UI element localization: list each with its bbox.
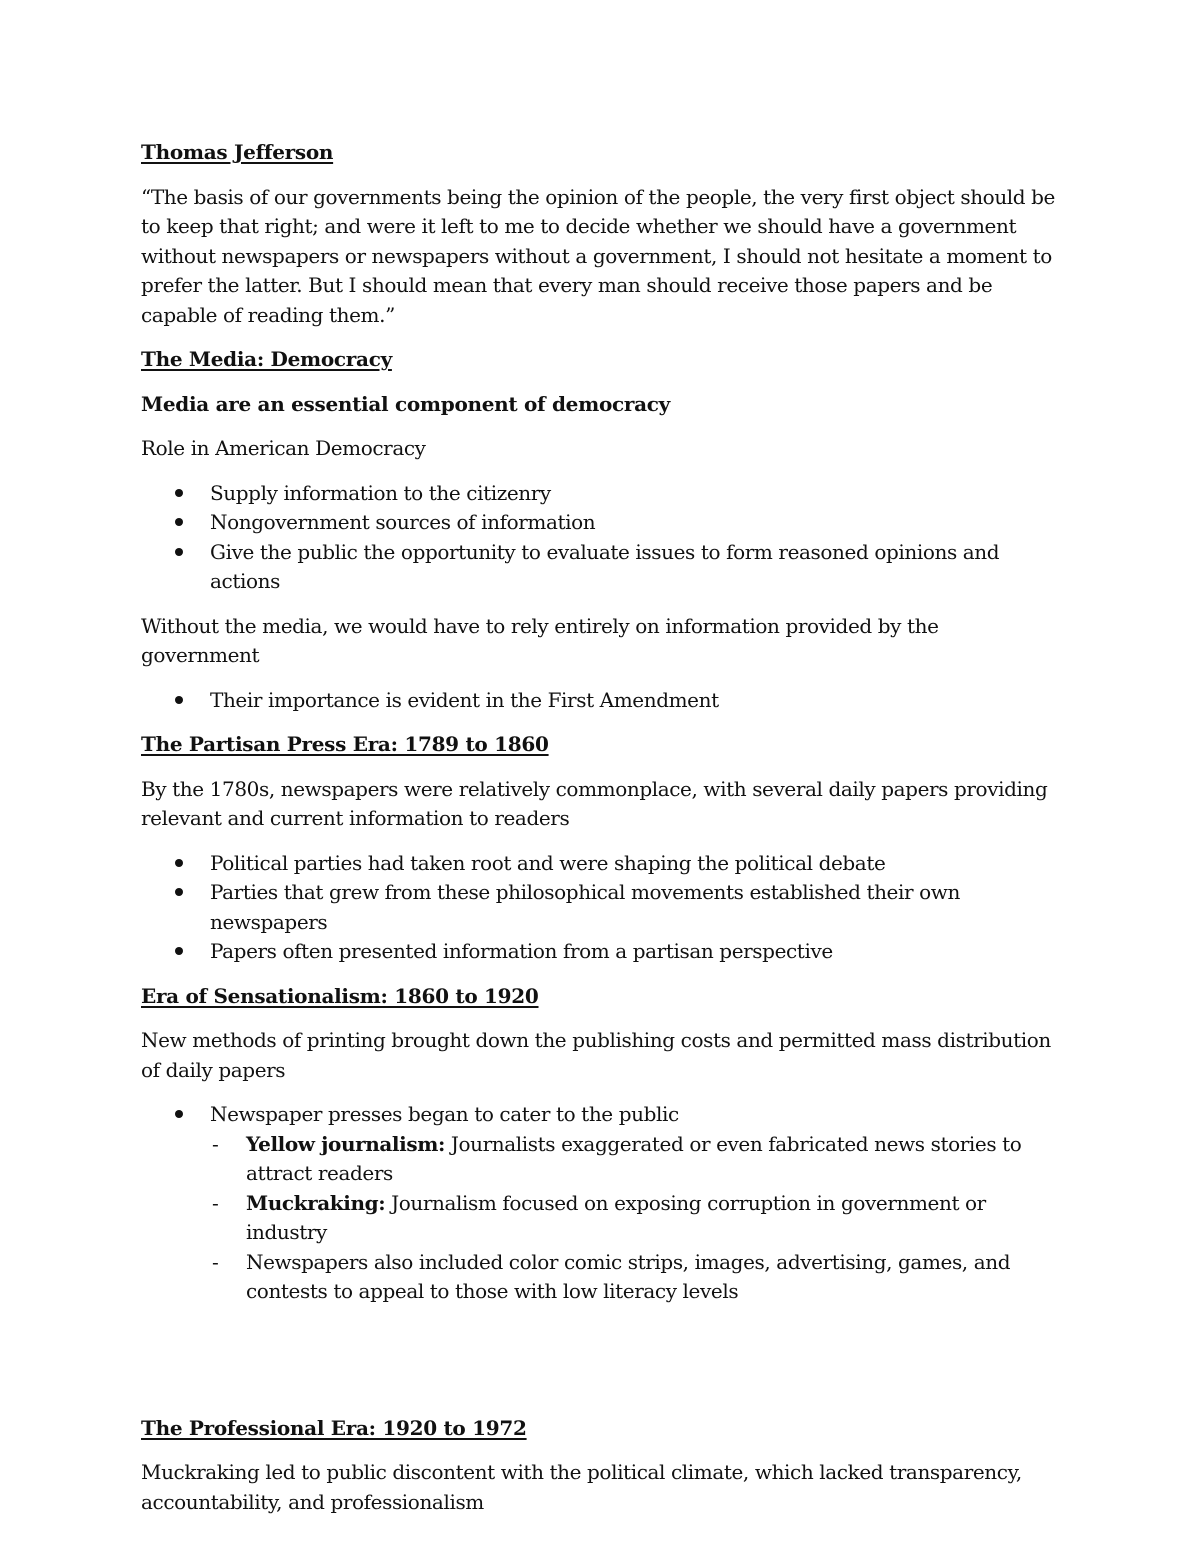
list-item-text: Papers often presented information from a partisan perspective (210, 939, 833, 963)
list-item-text: Newspaper presses began to cater to the public (210, 1102, 679, 1126)
sensationalism-sub-list (210, 1130, 1061, 1307)
sensationalism-intro: New methods of printing brought down the publishing costs and permitted mass distribution of daily papers (141, 1028, 1051, 1082)
sub-list-item (210, 1248, 1061, 1307)
term-muckraking: Muckraking: (246, 1190, 386, 1215)
without-media-paragraph: Without the media, we would have to rely entirely on information provided by the government (141, 613, 939, 667)
document-page (141, 138, 1061, 1532)
media-democracy-subheading: Media are an essential component of democracy (141, 391, 670, 416)
list-item (141, 538, 1061, 597)
term-yellow-journalism: Yellow journalism: (246, 1131, 445, 1156)
bullet-icon (175, 859, 183, 867)
sensationalism-list (141, 1100, 1061, 1307)
list-item (141, 508, 1061, 538)
dash-marker: - (212, 1131, 219, 1156)
list-item (141, 878, 1061, 937)
professional-era-intro: Muckraking led to public discontent with the political climate, which lacked transparency, accountability, and professionalism (141, 1460, 1022, 1514)
sub-list-item (210, 1189, 1061, 1248)
list-item (141, 479, 1061, 509)
list-item (141, 937, 1061, 967)
sub-list-item (210, 1130, 1061, 1189)
bullet-icon (175, 947, 183, 955)
list-item-text: Political parties had taken root and were shaping the political debate (210, 850, 886, 875)
list-item (141, 849, 1061, 879)
dash-marker: - (212, 1190, 219, 1215)
roles-list (141, 479, 1061, 597)
section-heading-media-democracy: The Media: Democracy (141, 347, 392, 371)
bullet-icon (175, 888, 183, 896)
term-definition: Journalism focused on exposing corruption in government or industry (246, 1190, 986, 1244)
list-item-text: Parties that grew from these philosophical movements established their own newspapers (210, 880, 960, 934)
term-definition: Journalists exaggerated or even fabricated news stories to attract readers (246, 1131, 1022, 1185)
bullet-icon (175, 548, 183, 556)
section-heading-partisan-press: The Partisan Press Era: 1789 to 1860 (141, 732, 549, 756)
sub-list-text: Newspapers also included color comic strips, images, advertising, games, and contests to appeal to those with low literacy levels (246, 1249, 1011, 1303)
section-heading-thomas-jefferson: Thomas Jefferson (141, 140, 334, 164)
blank-space (141, 1322, 1061, 1414)
partisan-press-list (141, 849, 1061, 967)
list-item (141, 1100, 1061, 1307)
section-heading-sensationalism: Era of Sensationalism: 1860 to 1920 (141, 983, 539, 1008)
section-heading-professional-era: The Professional Era: 1920 to 1972 (141, 1415, 527, 1440)
list-item-text: Their importance is evident in the First Amendment (210, 687, 719, 712)
list-item-text: Give the public the opportunity to evaluate issues to form reasoned opinions and actions (210, 539, 1000, 593)
bullet-icon (175, 518, 183, 526)
bullet-icon (175, 1110, 183, 1118)
bullet-icon (175, 696, 183, 704)
dash-marker: - (212, 1249, 219, 1274)
list-item-text: Nongovernment sources of information (210, 510, 596, 534)
role-label: Role in American Democracy (141, 436, 426, 460)
jefferson-quote: “The basis of our governments being the opinion of the people, the very first object should be to keep that right; and were it left to me to decide whether we should have a government without newspapers or newspapers without a government, I should not hesitate a moment to prefer the latter. But I should mean that every man should receive those papers and be capable of reading them.” (141, 184, 1055, 327)
list-item (141, 686, 1061, 716)
bullet-icon (175, 489, 183, 497)
importance-list (141, 686, 1061, 716)
list-item-text: Supply information to the citizenry (210, 480, 551, 505)
partisan-press-intro: By the 1780s, newspapers were relatively commonplace, with several daily papers providing relevant and current information to readers (141, 776, 1048, 830)
